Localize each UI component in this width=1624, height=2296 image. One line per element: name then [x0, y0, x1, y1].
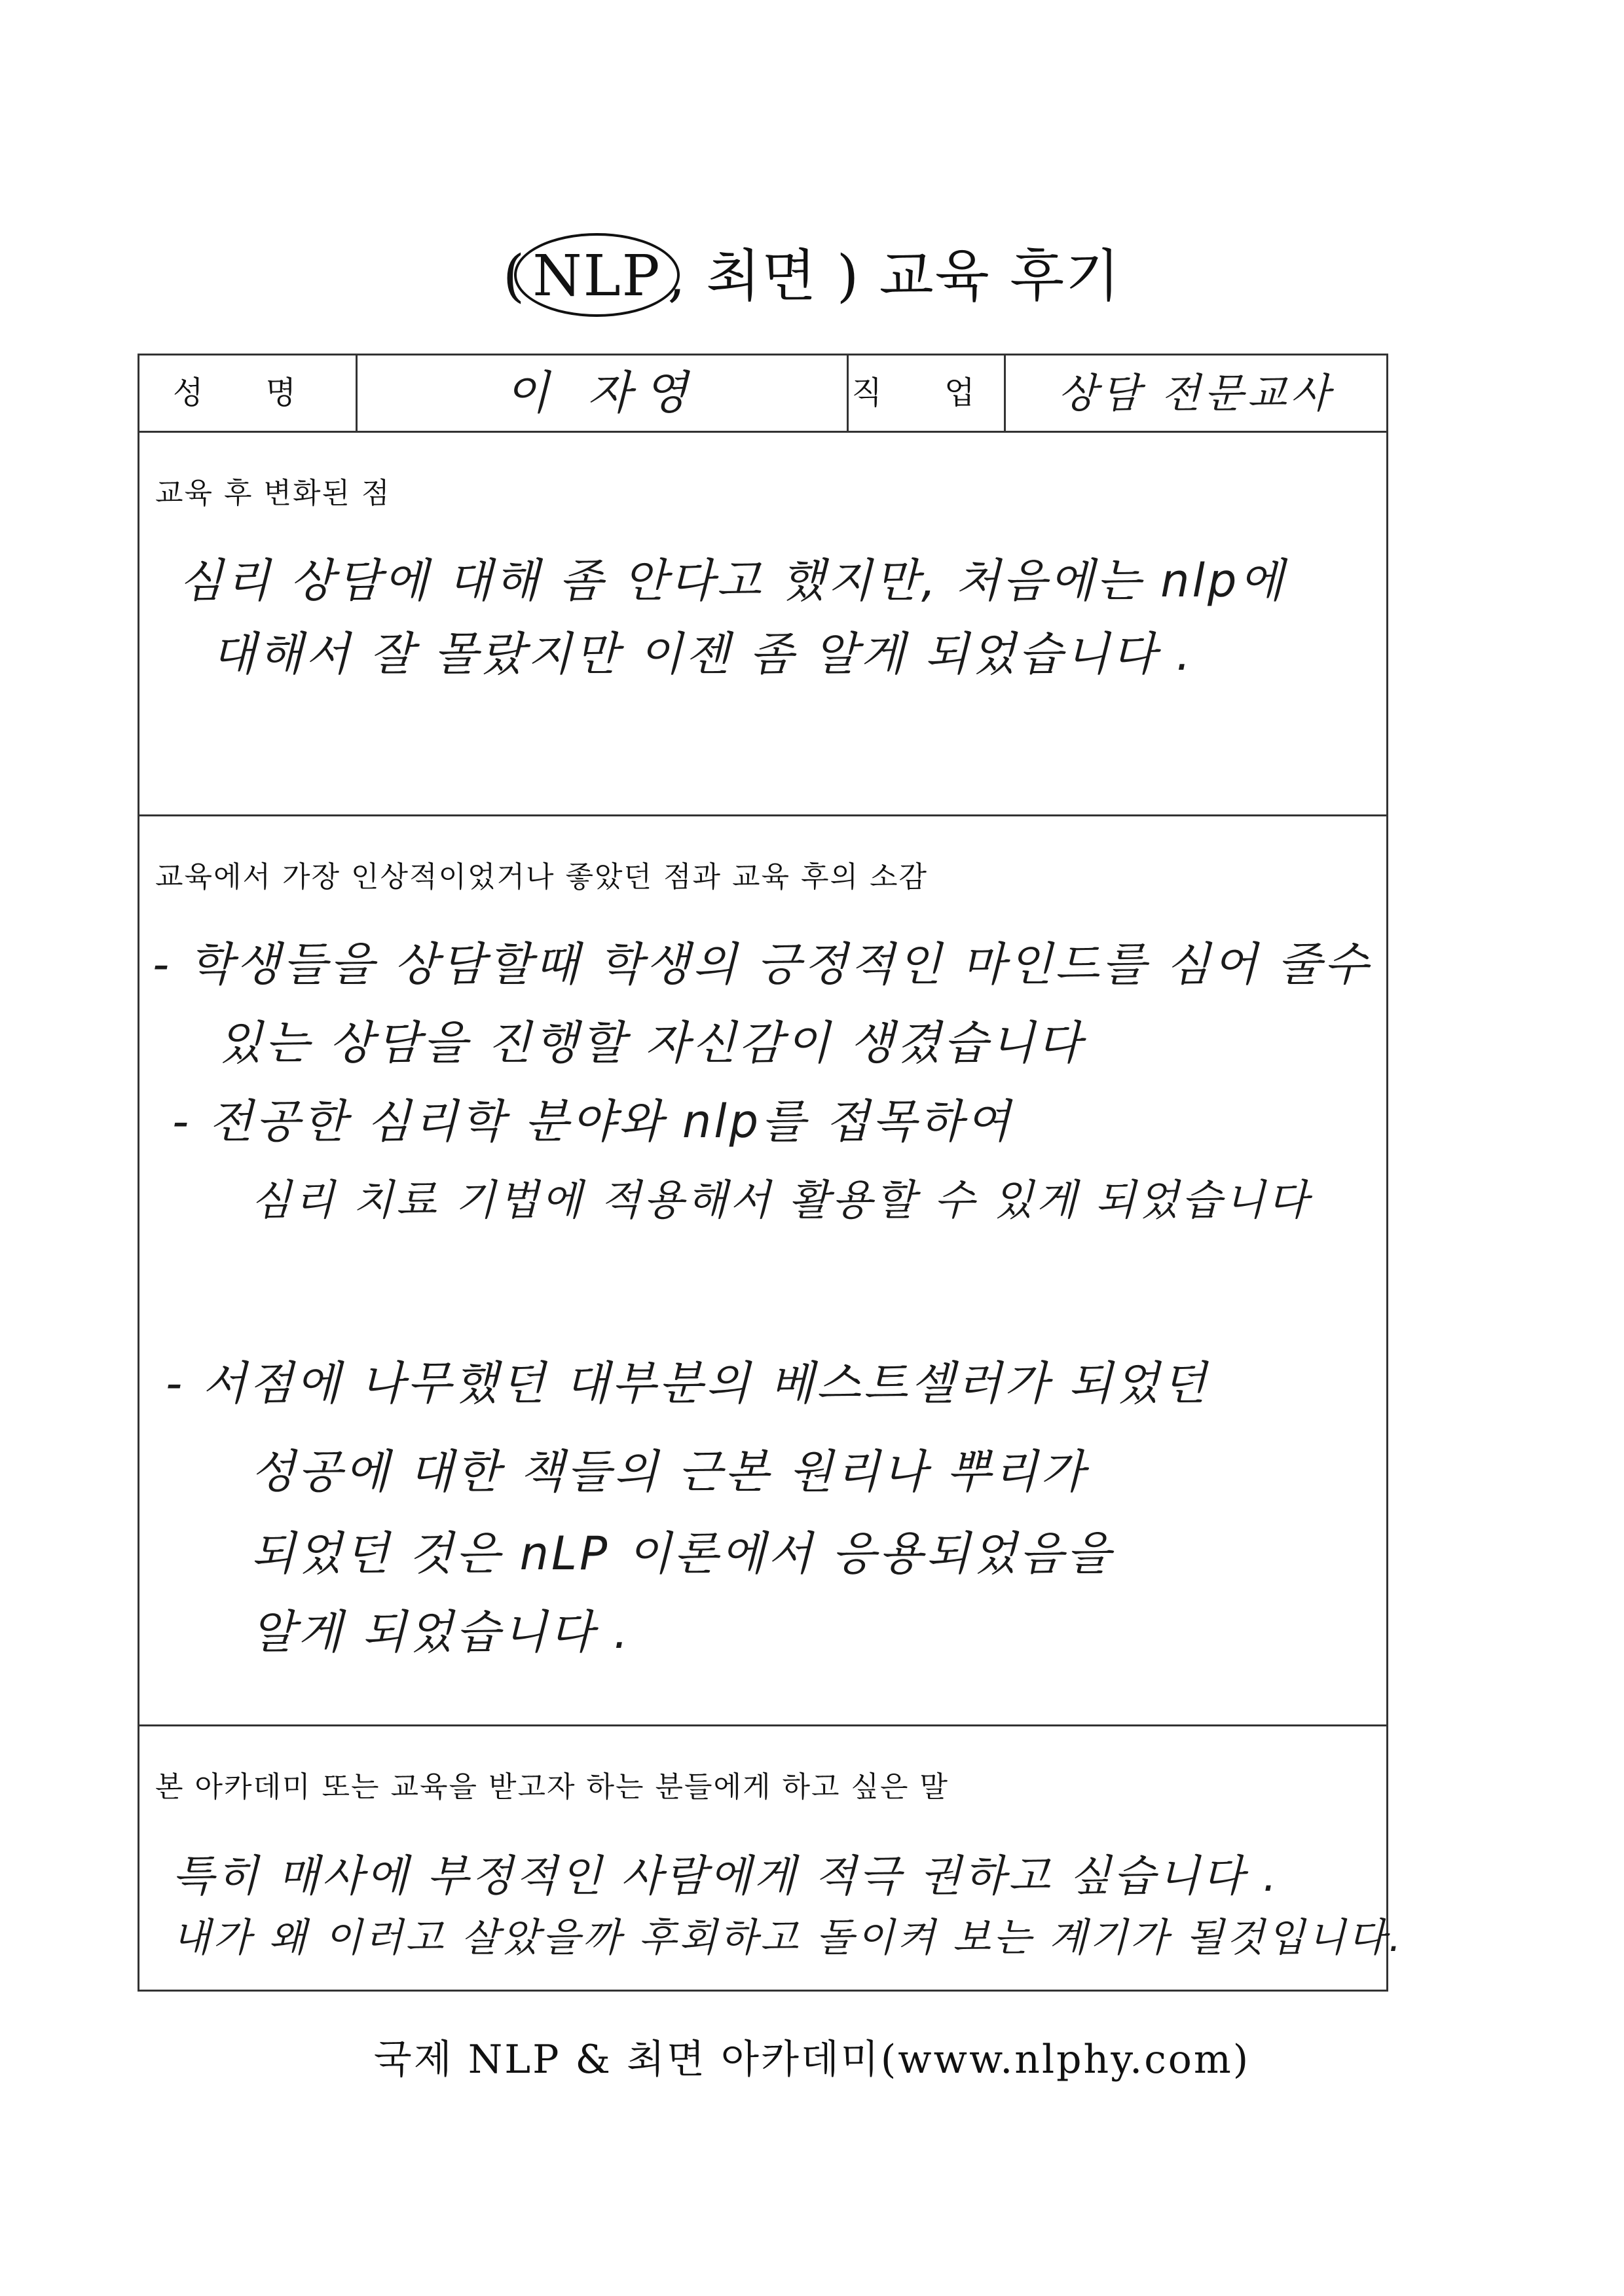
handwritten-line: 되었던 것은 nLP 이론에서 응용되었음을 [251, 1527, 1113, 1580]
section-changes [139, 433, 1386, 816]
handwritten-line: 대해서 잘 몰랐지만 이젠 좀 알게 되었습니다 . [212, 627, 1194, 681]
handwritten-line: 심리 상담에 대해 좀 안다고 했지만, 처음에는 nlp에 [179, 554, 1287, 608]
handwritten-line: 성공에 대한 책들의 근본 원리나 뿌리가 [251, 1445, 1088, 1499]
name-value: 이 자영 [504, 366, 700, 420]
handwritten-line: 있는 상담을 진행할 자신감이 생겼습니다 [218, 1016, 1084, 1070]
section-impressions-title: 교육에서 가장 인상적이었거나 좋았던 점과 교육 후의 소감 [155, 860, 928, 894]
title-circled-selection: NLP [526, 244, 667, 309]
section-changes-title: 교육 후 변화된 점 [155, 477, 391, 510]
section-message [139, 1726, 1404, 1990]
review-form [138, 354, 1404, 1992]
handwritten-line: 내가 왜 이러고 살았을까 후회하고 돌이켜 보는 계기가 될것입니다. [172, 1915, 1404, 1961]
form-title [0, 244, 1624, 309]
handwritten-line: 특히 매사에 부정적인 사람에게 적극 권하고 싶습니다 . [172, 1851, 1280, 1901]
handwritten-line: - 학생들을 상담할때 학생의 긍정적인 마인드를 심어 줄수 [153, 938, 1371, 991]
job-value: 상담 전문교사 [1058, 369, 1334, 417]
section-message-title: 본 아카데미 또는 교육을 받고자 하는 분들에게 하고 싶은 말 [155, 1770, 949, 1804]
handwritten-line: 심리 치료 기법에 적용해서 활용할 수 있게 되었습니다 [251, 1176, 1311, 1225]
handwritten-line: 알게 되었습니다 . [251, 1605, 631, 1659]
title-open-paren: ( [502, 244, 526, 309]
job-label: 직 업 [851, 374, 1001, 411]
name-label: 성 명 [173, 374, 322, 411]
title-rest: , 최면 ) 교육 후기 [667, 244, 1122, 309]
header-row [139, 355, 1386, 433]
section-impressions [139, 816, 1386, 1726]
handwritten-line: - 서점에 나무했던 대부분의 베스트셀러가 되었던 [166, 1357, 1209, 1410]
handwritten-line: - 전공한 심리학 분야와 nlp를 접목하여 [172, 1095, 1013, 1148]
footer-academy: 국제 NLP & 최면 아카데미(www.nlphy.com) [373, 2037, 1251, 2083]
